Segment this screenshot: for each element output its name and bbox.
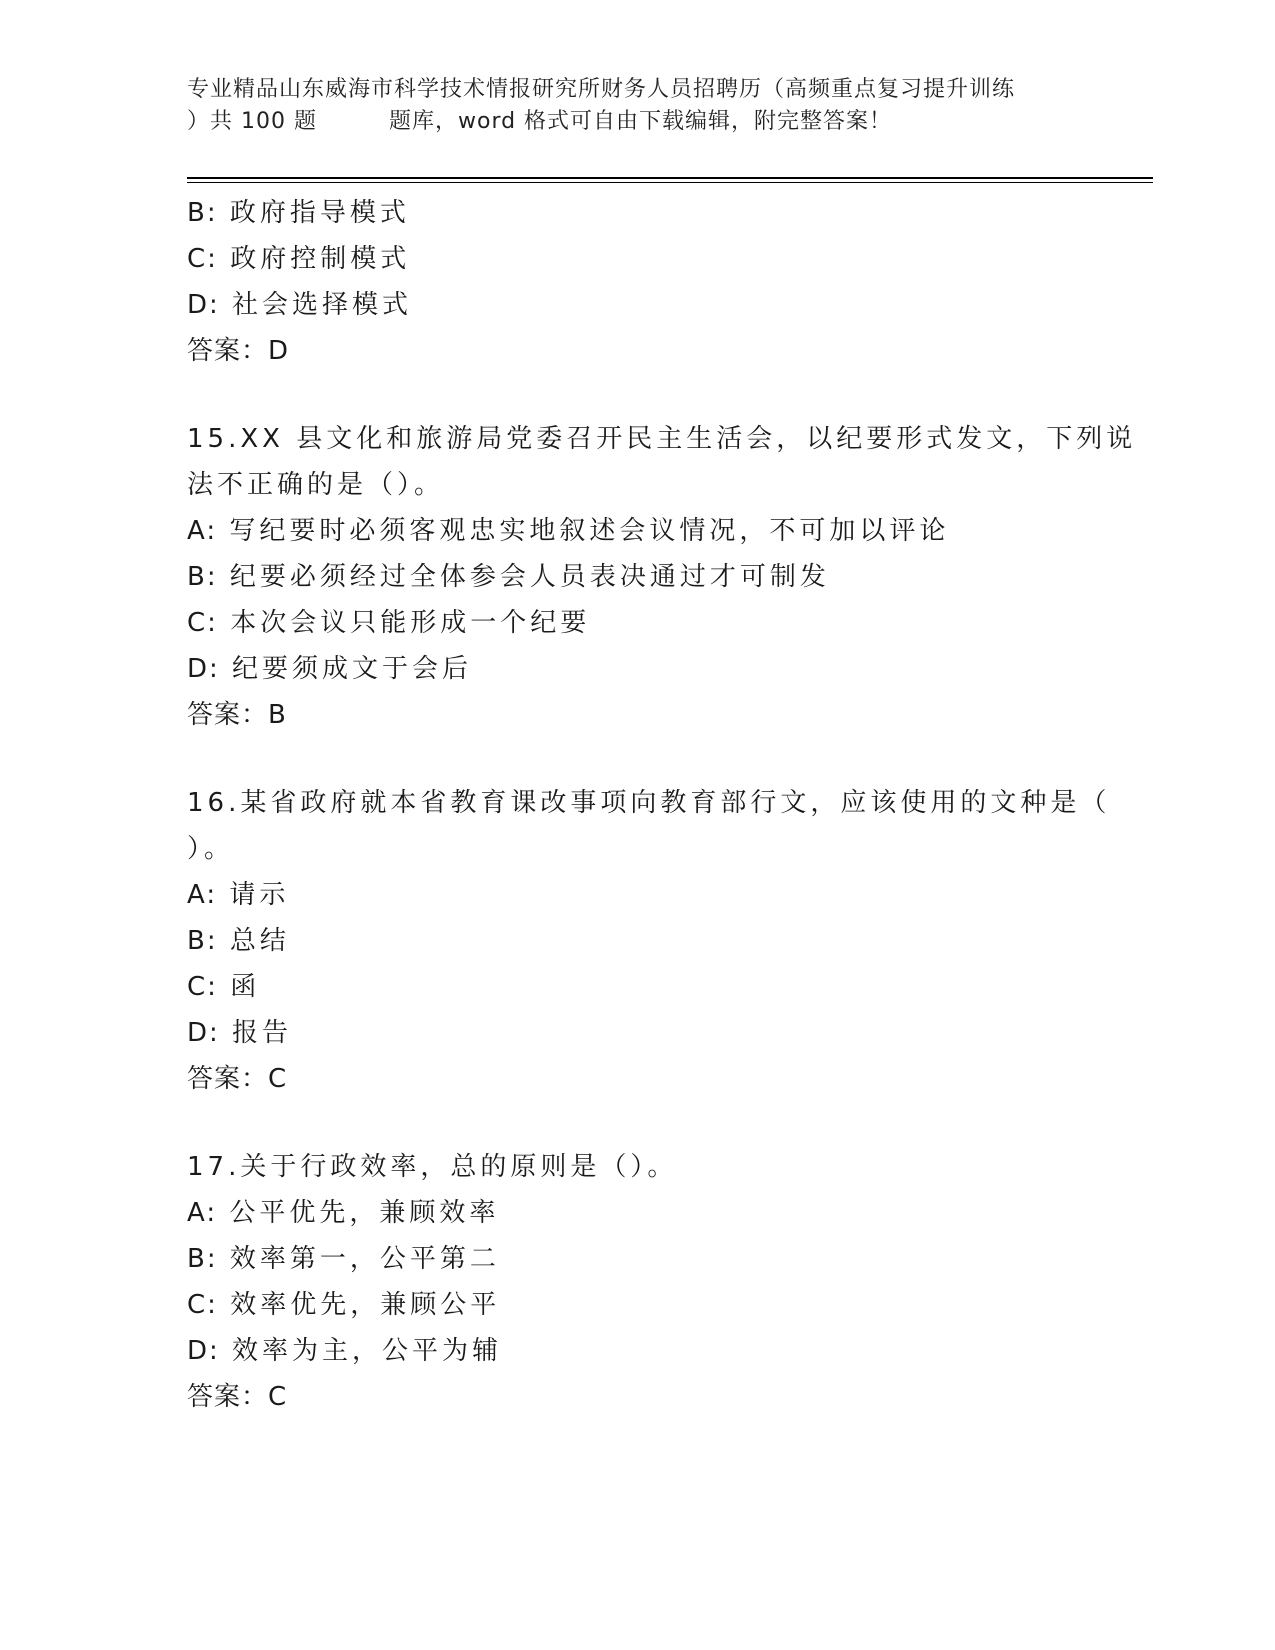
option-c: [187, 1282, 1087, 1328]
option-text: 政府控制模式: [230, 244, 411, 274]
option-d: [187, 282, 1087, 328]
option-text: 请示: [229, 880, 290, 910]
option-b: [187, 918, 1087, 964]
stem-line: 16.某省政府就本省教育课改事项向教育部行文，应该使用的文种是（: [187, 788, 1111, 818]
option-text: 效率优先，兼顾公平: [230, 1290, 501, 1320]
answer-line: 答案：C: [187, 1382, 288, 1412]
carryover-block: [187, 190, 1087, 374]
option-label: C:: [187, 244, 218, 274]
option-text: 纪要必须经过全体参会人员表决通过才可制发: [229, 562, 830, 592]
option-b: [187, 554, 1087, 600]
answer-line: 答案：B: [187, 700, 287, 730]
document-body: [187, 190, 1137, 1420]
option-label: C:: [187, 1290, 218, 1320]
question-stem: [187, 780, 1111, 872]
option-d: [187, 646, 1087, 692]
option-d: [187, 1328, 1087, 1374]
option-label: A:: [187, 1198, 218, 1228]
option-text: 效率为主，公平为辅: [232, 1336, 503, 1366]
option-c: [187, 964, 1087, 1010]
option-a: [187, 872, 1087, 918]
option-text: 公平优先，兼顾效率: [229, 1198, 500, 1228]
option-label: B:: [187, 198, 218, 228]
option-a: [187, 508, 1087, 554]
option-label: B:: [187, 562, 218, 592]
option-b: [187, 1236, 1087, 1282]
option-label: D:: [187, 290, 220, 320]
option-text: 效率第一，公平第二: [229, 1244, 500, 1274]
answer-line: 答案：D: [187, 336, 290, 366]
option-text: 政府指导模式: [229, 198, 410, 228]
stem-line: 17.关于行政效率，总的原则是（）。: [187, 1152, 678, 1182]
answer-line: 答案：C: [187, 1064, 288, 1094]
option-text: 报告: [232, 1018, 293, 1048]
option-label: D:: [187, 1336, 220, 1366]
option-d: [187, 1010, 1087, 1056]
option-label: D:: [187, 654, 220, 684]
question-stem: [187, 1144, 1067, 1190]
question-17: [187, 1144, 1087, 1420]
option-text: 写纪要时必须客观忠实地叙述会议情况，不可加以评论: [229, 516, 950, 546]
stem-line: 15.XX 县文化和旅游局党委召开民主生活会，以纪要形式发文，下列说: [187, 424, 1137, 454]
question-stem: [187, 416, 1137, 508]
option-label: A:: [187, 880, 218, 910]
header-line-1: 专业精品山东威海市科学技术情报研究所财务人员招聘历（高频重点复习提升训练: [187, 77, 1016, 102]
page-header: [187, 74, 1087, 138]
option-label: C:: [187, 972, 218, 1002]
question-16: [187, 780, 1111, 1102]
header-divider-thin: [187, 182, 1153, 183]
option-label: B:: [187, 1244, 218, 1274]
option-c: [187, 236, 1087, 282]
question-15: [187, 416, 1137, 738]
option-text: 社会选择模式: [232, 290, 413, 320]
option-text: 纪要须成文于会后: [232, 654, 473, 684]
option-c: [187, 600, 1087, 646]
option-label: A:: [187, 516, 218, 546]
header-question-count: ）共 100 题: [187, 109, 317, 134]
option-text: 总结: [229, 926, 290, 956]
option-label: D:: [187, 1018, 220, 1048]
option-text: 函: [230, 972, 261, 1002]
option-label: C:: [187, 608, 218, 638]
option-b: [187, 190, 1087, 236]
option-label: B:: [187, 926, 218, 956]
option-text: 本次会议只能形成一个纪要: [230, 608, 591, 638]
header-divider-thick: [187, 177, 1153, 179]
stem-line: ）。: [187, 834, 235, 864]
header-line-2: [187, 106, 1087, 138]
stem-line: 法不正确的是（）。: [187, 470, 445, 500]
header-download-note: 题库，word 格式可自由下载编辑，附完整答案！: [388, 109, 893, 134]
option-a: [187, 1190, 1087, 1236]
